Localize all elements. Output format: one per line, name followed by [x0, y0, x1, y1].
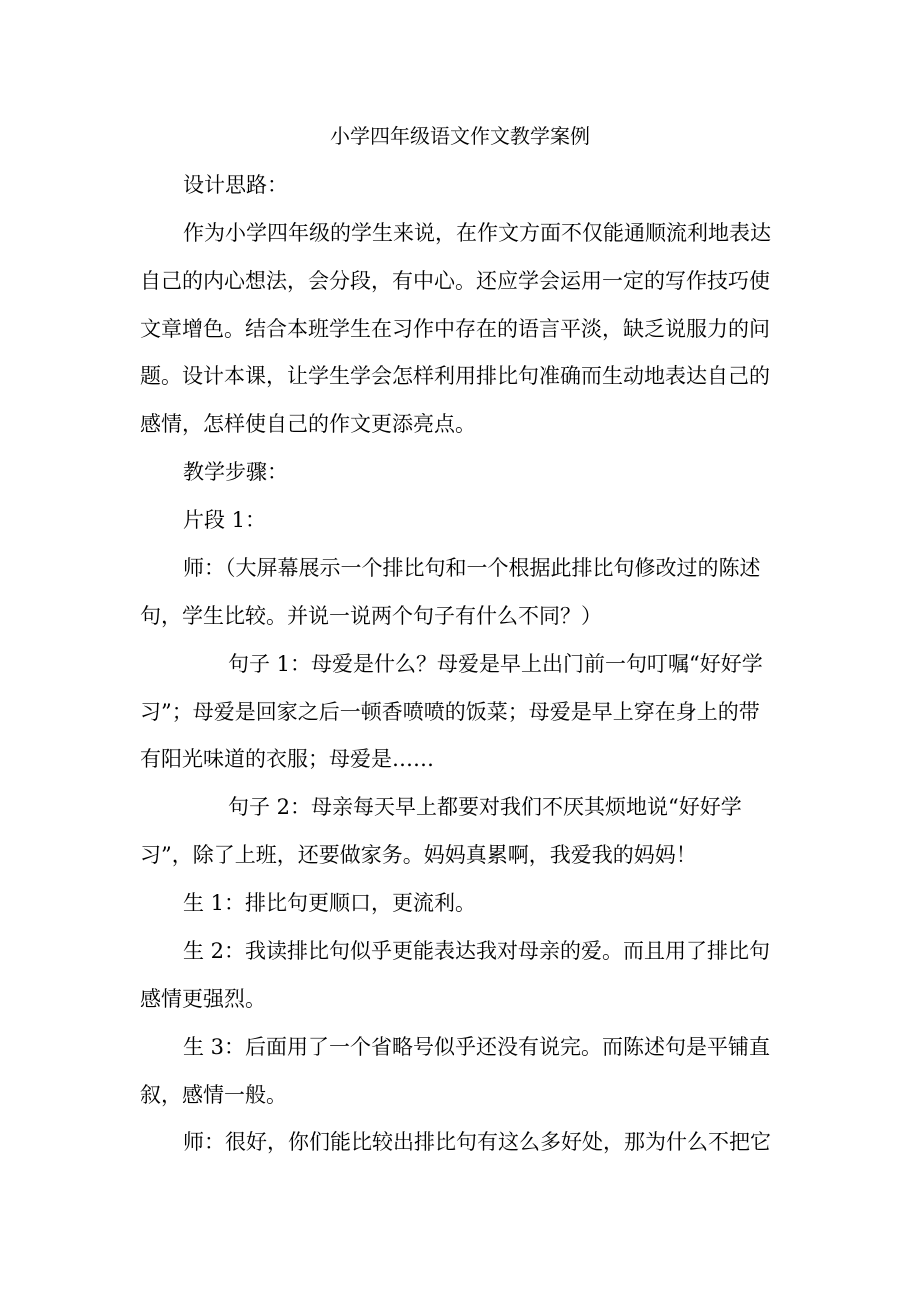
section-heading-steps: 教学步骤： — [183, 460, 288, 484]
document-title: 小学四年级语文作文教学案例 — [330, 124, 590, 148]
segment-heading: 片段 1： — [183, 508, 267, 532]
paragraph-line: 自己的内心想法，会分段，有中心。还应学会运用一定的写作技巧使 — [140, 269, 770, 293]
paragraph-line: 作为小学四年级的学生来说，在作文方面不仅能通顺流利地表达 — [183, 221, 771, 245]
paragraph-line: 习”，除了上班，还要做家务。妈妈真累啊，我爱我的妈妈！ — [140, 843, 697, 867]
paragraph-line: 感情更强烈。 — [140, 987, 266, 1011]
paragraph-line: 生 2：我读排比句似乎更能表达我对母亲的爱。而且用了排比句 — [183, 939, 771, 963]
paragraph-line: 叙，感情一般。 — [140, 1083, 287, 1107]
paragraph-line: 有阳光味道的衣服；母爱是…… — [140, 747, 434, 771]
section-heading-design: 设计思路： — [183, 173, 288, 197]
paragraph-line: 句子 1：母爱是什么？母爱是早上出门前一句叮嘱“好好学 — [228, 652, 763, 676]
paragraph-line: 生 3：后面用了一个省略号似乎还没有说完。而陈述句是平铺直 — [183, 1035, 771, 1059]
paragraph-line: 句子 2：母亲每天早上都要对我们不厌其烦地说“好好学 — [228, 795, 742, 819]
paragraph-line: 题。设计本课，让学生学会怎样利用排比句准确而生动地表达自己的 — [140, 364, 770, 388]
paragraph-line: 习”；母爱是回家之后一顿香喷喷的饭菜；母爱是早上穿在身上的带 — [140, 700, 760, 724]
paragraph-line: 感情，怎样使自己的作文更添亮点。 — [140, 412, 476, 436]
paragraph-line: 师：（大屏幕展示一个排比句和一个根据此排比句修改过的陈述 — [183, 556, 761, 580]
paragraph-line: 生 1：排比句更顺口，更流利。 — [183, 891, 477, 915]
paragraph-line: 句，学生比较。并说一说两个句子有什么不同？） — [140, 604, 602, 628]
paragraph-line: 文章增色。结合本班学生在习作中存在的语言平淡，缺乏说服力的问 — [140, 317, 770, 341]
paragraph-line: 师：很好，你们能比较出排比句有这么多好处，那为什么不把它 — [183, 1130, 771, 1154]
